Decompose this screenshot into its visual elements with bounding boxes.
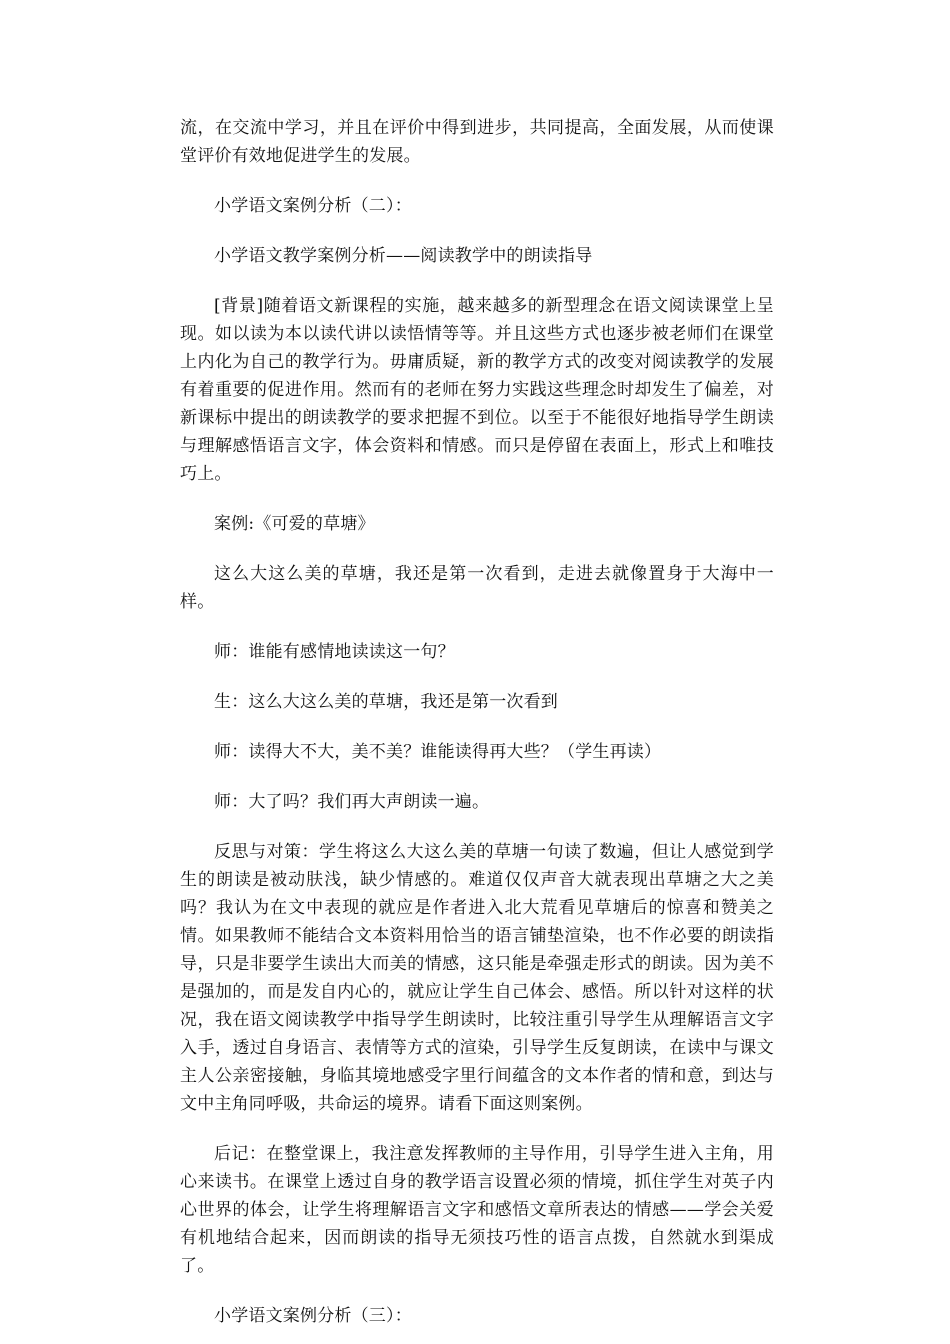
dialogue-line-teacher-3: 师：大了吗？我们再大声朗读一遍。 <box>214 792 490 812</box>
paragraph-background: [背景]随着语文新课程的实施，越来越多的新型理念在语文阅读课堂上呈现。如以读为本以读代讲以读悟情等等。并且这些方式也逐步被老师们在课堂上内化为自己的教学行为。毋庸质疑，新的教学方式的改变对阅读教学的发展有着重要的促进作用。然而有的老师在努力实践这些理念时却发生了偏差，对新课标中提出的朗读教学的要求把握不到位。以至于不能很好地指导学生朗读与理解感悟语言文字，体会资料和情感。而只是停留在表面上，形式上和唯技巧上。 <box>180 296 774 484</box>
paragraph-postscript: 后记：在整堂课上，我注意发挥教师的主导作用，引导学生进入主角，用心来读书。在课堂上透过自身的教学语言设置必须的情境，抓住学生对英子内心世界的体会，让学生将理解语言文字和感悟文章所表达的情感——学会关爱有机地结合起来，因而朗读的指导无须技巧性的语言点拨，自然就水到渠成了。 <box>180 1144 774 1276</box>
dialogue-line-teacher-1: 师：谁能有感情地读读这一句？ <box>214 642 455 662</box>
dialogue-line-student-1: 生：这么大这么美的草塘，我还是第一次看到 <box>214 692 558 712</box>
section-heading-case-2: 小学语文案例分析（二）： <box>214 196 412 216</box>
case-quote: 这么大这么美的草塘，我还是第一次看到，走进去就像置身于大海中一样。 <box>180 564 774 612</box>
dialogue-line-teacher-2: 师：读得大不大，美不美？谁能读得再大些？（学生再读） <box>214 742 662 762</box>
article-title: 小学语文教学案例分析——阅读教学中的朗读指导 <box>214 246 593 266</box>
paragraph-continuation: 流，在交流中学习，并且在评价中得到进步，共同提高，全面发展，从而使课堂评价有效地促进学生的发展。 <box>180 118 774 166</box>
paragraph-reflection: 反思与对策：学生将这么大这么美的草塘一句读了数遍，但让人感觉到学生的朗读是被动肤浅，缺少情感的。难道仅仅声音大就表现出草塘之大之美吗？我认为在文中表现的就应是作者进入北大荒看见草塘后的惊喜和赞美之情。如果教师不能结合文本资料用恰当的语言铺垫渲染，也不作必要的朗读指导，只是非要学生读出大而美的情感，这只能是牵强走形式的朗读。因为美不是强加的，而是发自内心的，就应让学生自己体会、感悟。所以针对这样的状况，我在语文阅读教学中指导学生朗读时，比较注重引导学生从理解语言文字入手，透过自身语言、表情等方式的渲染，引导学生反复朗读，在读中与课文主人公亲密接触，身临其境地感受字里行间蕴含的文本作者的情和意，到达与文中主角同呼吸，共命运的境界。请看下面这则案例。 <box>180 842 774 1114</box>
section-heading-case-3: 小学语文案例分析（三）： <box>214 1306 412 1326</box>
case-title: 案例:《可爱的草塘》 <box>214 514 375 534</box>
document-body <box>180 114 774 1330</box>
